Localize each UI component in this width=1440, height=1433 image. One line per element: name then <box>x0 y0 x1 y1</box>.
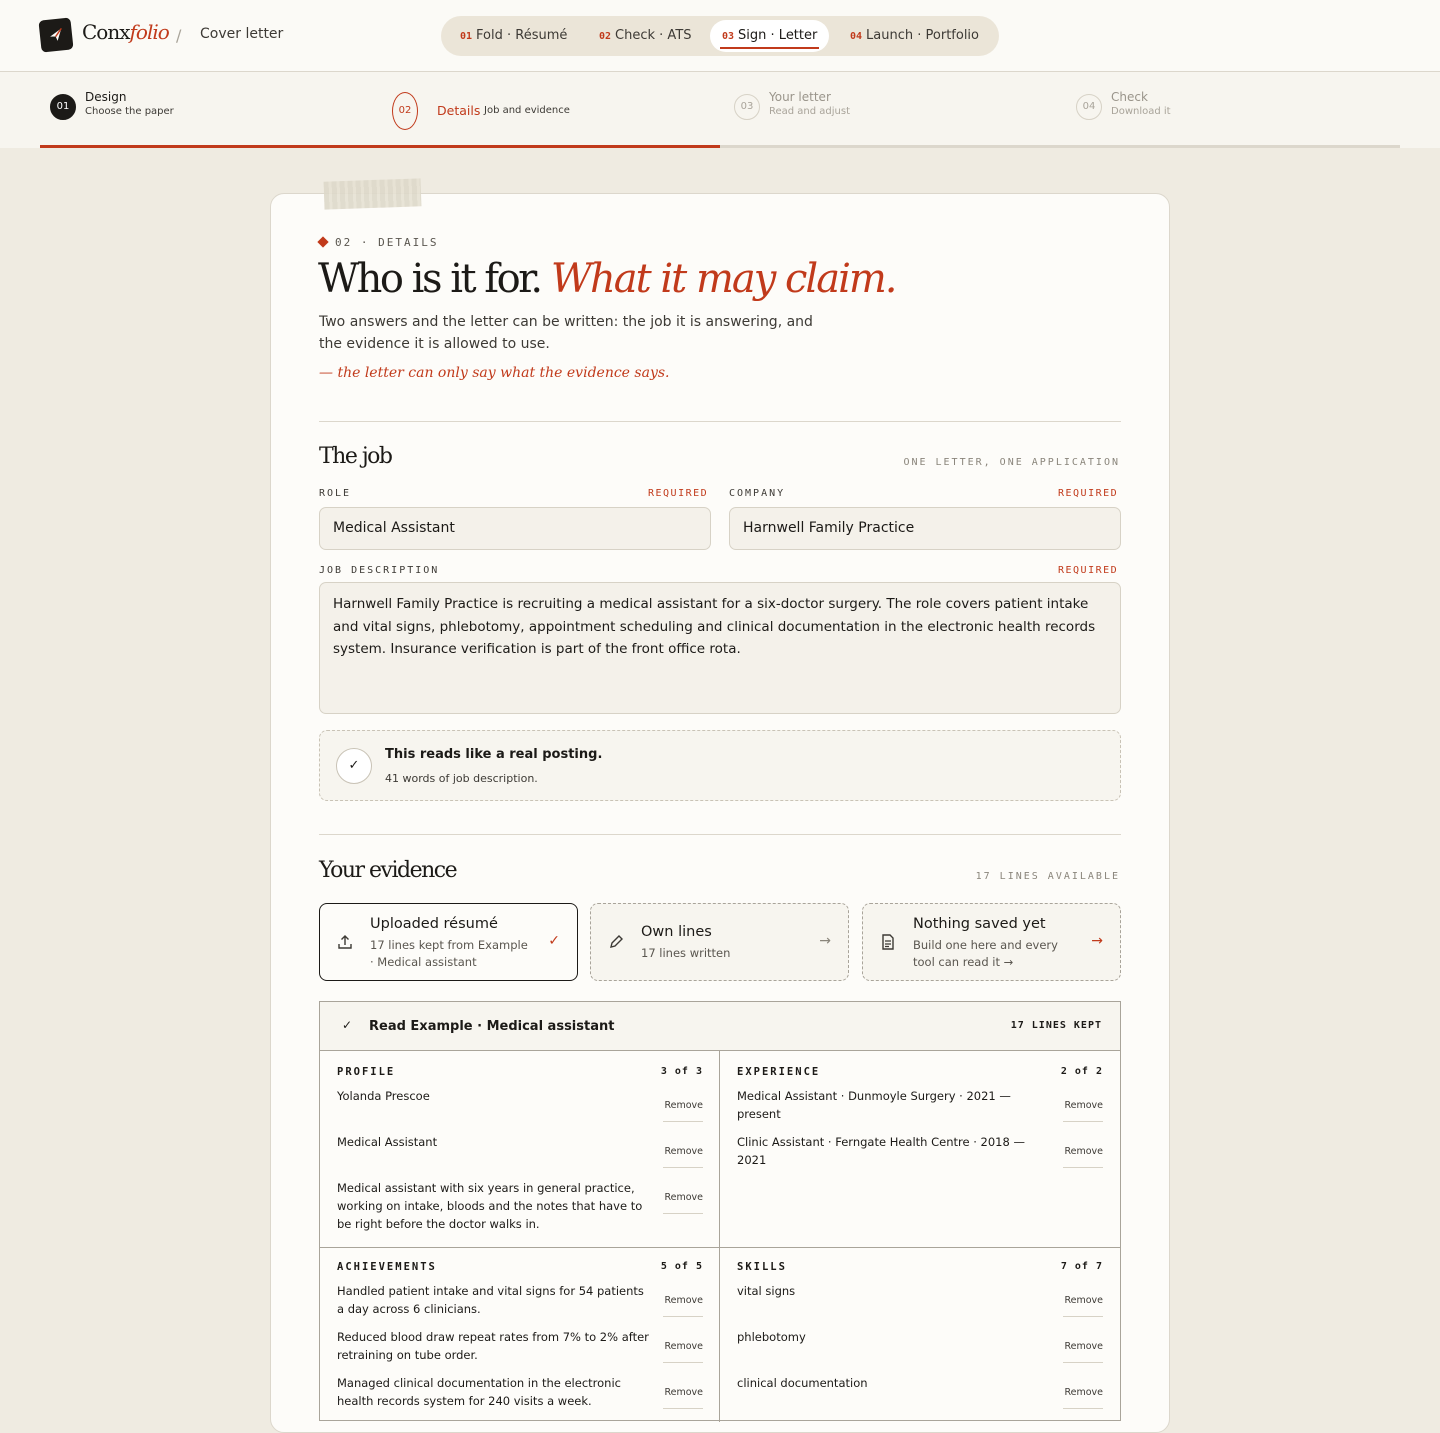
job-description-required: REQUIRED <box>1058 565 1119 576</box>
document-icon <box>880 934 896 954</box>
evidence-line: Yolanda Prescoe <box>337 1089 430 1103</box>
arrow-right-icon: → <box>1091 933 1103 949</box>
page-title: Who is it for. What it may claim. <box>318 256 896 302</box>
company-label: COMPANY <box>729 488 786 499</box>
step-title: Check <box>1111 90 1148 104</box>
evidence-panel-header <box>320 1002 1120 1051</box>
step-title: Design <box>85 90 127 104</box>
tool-tab-letter[interactable]: 03 Sign · Letter <box>710 20 829 52</box>
tool-tab-resume[interactable]: 01 Fold · Résumé <box>460 28 568 43</box>
divider <box>319 834 1121 835</box>
step-number: 04 <box>1076 94 1102 120</box>
section-eyebrow: 02 · DETAILS <box>319 236 438 249</box>
group-name: PROFILE <box>337 1066 396 1078</box>
evidence-line: clinical documentation <box>737 1376 868 1390</box>
column-divider <box>719 1051 720 1422</box>
step-title: Details <box>437 103 481 118</box>
page-lede: Two answers and the letter can be written: the job it is answering, and the evidence it is allowed to use. <box>319 314 813 352</box>
brand-name[interactable]: Conxfolio <box>82 20 169 44</box>
tool-tab-portfolio[interactable]: 04 Launch · Portfolio <box>850 28 979 43</box>
pencil-icon <box>608 934 624 954</box>
group-name: SKILLS <box>737 1261 787 1273</box>
section-title-job: The job <box>319 444 392 469</box>
posting-check-subtitle: 41 words of job description. <box>385 772 538 785</box>
source-nothing-saved[interactable] <box>862 903 1121 981</box>
group-name: ACHIEVEMENTS <box>337 1261 437 1273</box>
remove-button[interactable]: Remove <box>663 1295 703 1317</box>
check-icon: ✓ <box>336 748 372 784</box>
group-count: 5 of 5 <box>660 1261 703 1272</box>
section-meta-evidence: 17 LINES AVAILABLE <box>975 871 1120 882</box>
remove-button[interactable]: Remove <box>1063 1100 1103 1122</box>
source-subtitle: Build one here and every tool can read it → <box>913 938 1058 969</box>
source-uploaded-resume[interactable] <box>319 903 578 981</box>
check-icon: ✓ <box>342 1018 353 1032</box>
job-description-textarea[interactable]: Harnwell Family Practice is recruiting a medical assistant for a six-doctor surgery. The role covers patient intake and vital signs, phlebotomy, appointment scheduling and clinical documentation in the electronic health records system. Insurance verification is part of the front office rota. <box>319 582 1121 714</box>
divider <box>319 421 1121 422</box>
evidence-line: Medical Assistant <box>337 1135 438 1149</box>
remove-button[interactable]: Remove <box>1063 1295 1103 1317</box>
group-count: 3 of 3 <box>660 1066 703 1077</box>
remove-button[interactable]: Remove <box>663 1341 703 1363</box>
evidence-panel <box>319 1001 1121 1421</box>
progress-fill <box>40 145 720 148</box>
step-subtitle: Download it <box>1111 106 1171 117</box>
diamond-icon <box>317 236 328 247</box>
handwritten-note: — the letter can only say what the evidence says. <box>319 365 670 381</box>
tape-decoration <box>324 178 422 209</box>
job-description-label: JOB DESCRIPTION <box>319 565 440 576</box>
company-input[interactable]: Harnwell Family Practice <box>729 507 1121 550</box>
tool-switcher <box>441 16 999 56</box>
evidence-line: vital signs <box>737 1284 796 1298</box>
evidence-line: Managed clinical documentation in the electronic health records system for 240 visits a week. <box>337 1376 621 1408</box>
section-title-evidence: Your evidence <box>319 858 457 883</box>
group-count: 7 of 7 <box>1060 1261 1103 1272</box>
remove-button[interactable]: Remove <box>663 1100 703 1122</box>
section-meta-job: ONE LETTER, ONE APPLICATION <box>903 457 1120 468</box>
breadcrumb: Cover letter <box>200 26 284 42</box>
step-number: 02 <box>392 92 418 130</box>
evidence-line: Clinic Assistant · Ferngate Health Centre · 2018 — 2021 <box>737 1135 1025 1167</box>
step-number: 03 <box>734 94 760 120</box>
evidence-line: Medical assistant with six years in general practice, working on intake, bloods and the notes that have to be right before the doctor walks in. <box>337 1181 643 1231</box>
tool-tab-ats[interactable]: 02 Check · ATS <box>599 28 692 43</box>
source-title: Own lines <box>641 924 712 940</box>
step-subtitle: Job and evidence <box>484 105 570 116</box>
role-input[interactable]: Medical Assistant <box>319 507 711 550</box>
evidence-line: Medical Assistant · Dunmoyle Surgery · 2021 — present <box>737 1089 1011 1121</box>
arrow-right-icon: → <box>819 933 831 949</box>
role-label: ROLE <box>319 488 352 499</box>
source-subtitle: 17 lines written <box>641 946 731 960</box>
upload-icon <box>337 934 353 954</box>
remove-button[interactable]: Remove <box>1063 1387 1103 1409</box>
step-subtitle: Read and adjust <box>769 106 851 117</box>
evidence-line: phlebotomy <box>737 1330 806 1344</box>
step-subtitle: Choose the paper <box>85 106 174 117</box>
posting-check-title: This reads like a real posting. <box>385 747 603 762</box>
source-title: Nothing saved yet <box>913 916 1046 932</box>
posting-check <box>319 730 1121 801</box>
step-title: Your letter <box>769 90 831 104</box>
remove-button[interactable]: Remove <box>663 1146 703 1168</box>
checkmark-icon: ✓ <box>548 933 560 949</box>
evidence-line: Handled patient intake and vital signs for 54 patients a day across 6 clinicians. <box>337 1284 644 1316</box>
company-required: REQUIRED <box>1058 488 1119 499</box>
group-name: EXPERIENCE <box>737 1066 821 1078</box>
evidence-panel-title: Read Example · Medical assistant <box>369 1019 615 1034</box>
evidence-line: Reduced blood draw repeat rates from 7% to 2% after retraining on tube order. <box>337 1330 649 1362</box>
source-title: Uploaded résumé <box>370 916 498 932</box>
row-divider <box>320 1247 1120 1248</box>
evidence-panel-count: 17 LINES KEPT <box>1010 1020 1102 1031</box>
logo-icon[interactable] <box>38 17 73 52</box>
remove-button[interactable]: Remove <box>1063 1341 1103 1363</box>
stepper <box>0 72 1440 148</box>
source-subtitle: 17 lines kept from Example · Medical assistant <box>370 938 528 969</box>
breadcrumb-separator: / <box>176 26 182 45</box>
remove-button[interactable]: Remove <box>1063 1146 1103 1168</box>
remove-button[interactable]: Remove <box>663 1192 703 1214</box>
step-number: 01 <box>50 94 76 120</box>
top-bar <box>0 0 1440 72</box>
source-own-lines[interactable] <box>590 903 849 981</box>
group-count: 2 of 2 <box>1060 1066 1103 1077</box>
remove-button[interactable]: Remove <box>663 1387 703 1409</box>
role-required: REQUIRED <box>648 488 709 499</box>
